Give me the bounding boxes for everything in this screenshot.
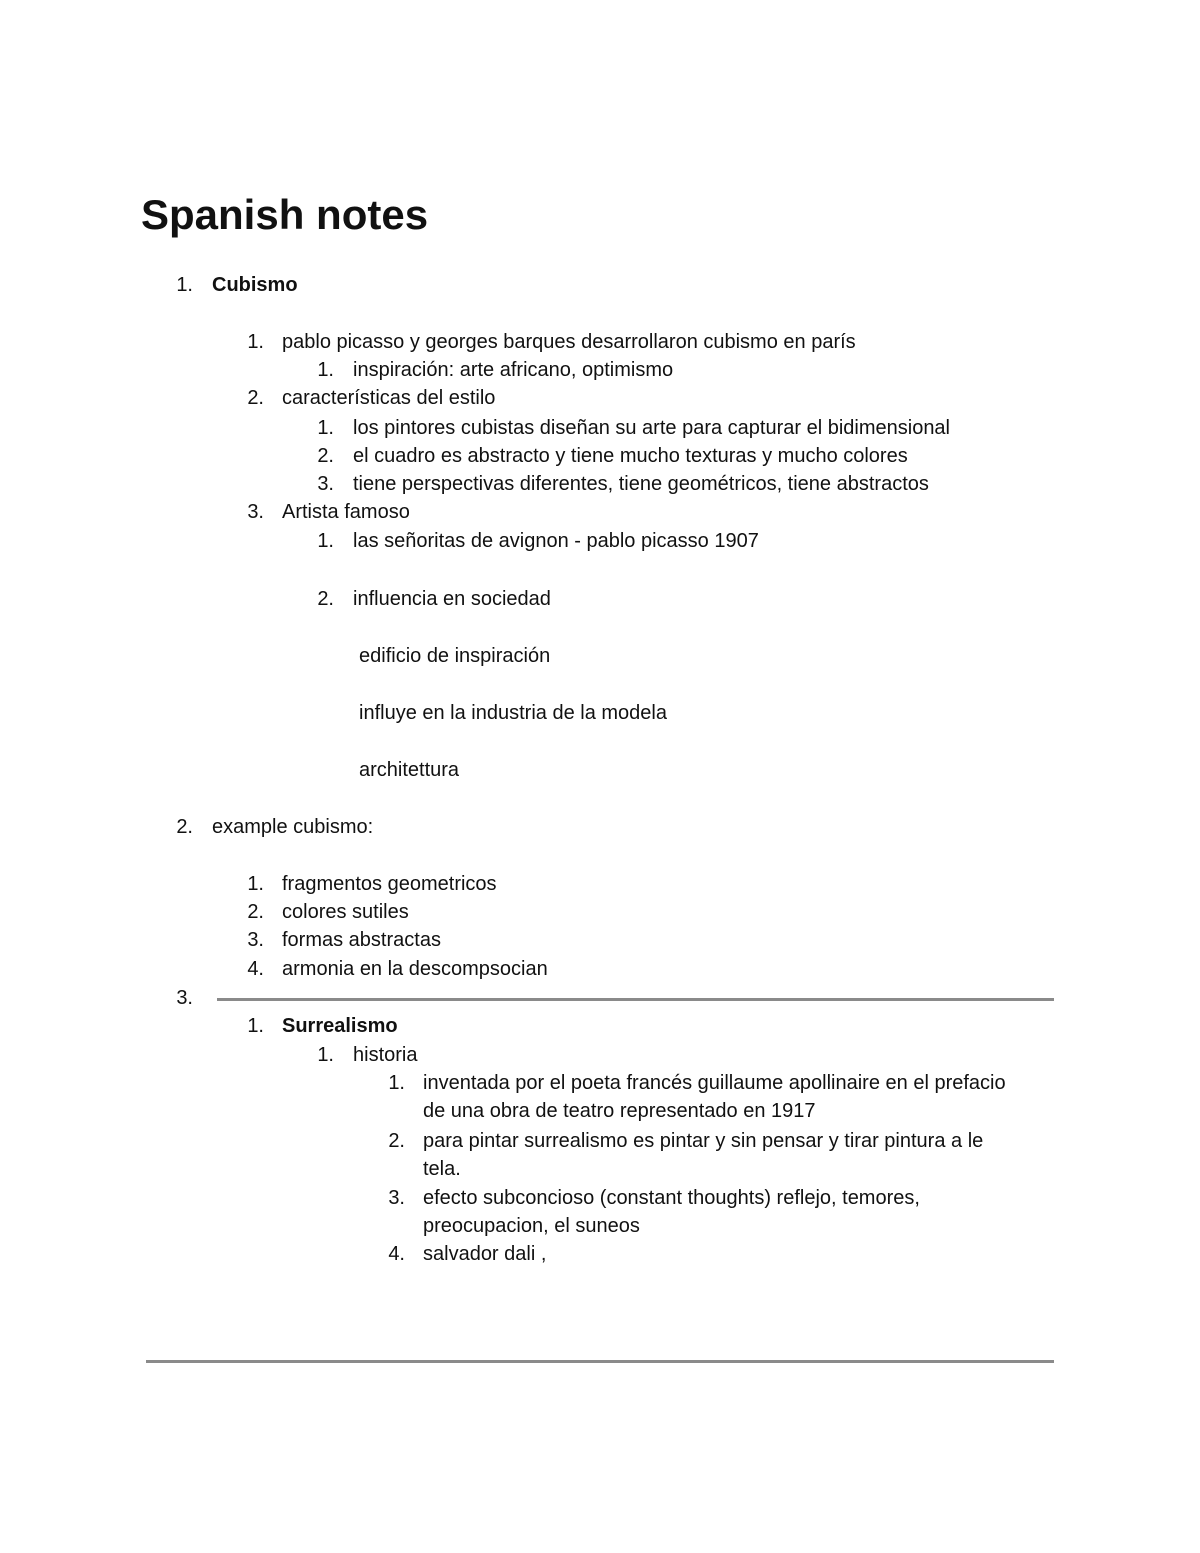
list-item-text: salvador dali , <box>423 1243 547 1265</box>
list-number: 3. <box>247 501 264 523</box>
list-number: 2. <box>317 588 334 610</box>
list-item <box>0 497 1200 527</box>
list-item <box>0 1011 1200 1041</box>
list-item-text: el cuadro es abstracto y tiene mucho texturas y mucho colores <box>353 445 908 467</box>
section-heading: Surrealismo <box>282 1015 398 1037</box>
list-number: 1. <box>247 873 264 895</box>
list-item-continuation <box>0 1211 1200 1241</box>
list-number: 2. <box>317 445 334 467</box>
list-item-text: para pintar surrealismo es pintar y sin pensar y tirar pintura a le <box>423 1130 984 1152</box>
note-line <box>0 641 1200 671</box>
list-item-text: los pintores cubistas diseñan su arte para capturar el bidimensional <box>353 417 951 439</box>
list-item <box>0 584 1200 614</box>
list-item <box>0 441 1200 471</box>
list-number: 1. <box>176 274 193 296</box>
list-item <box>0 1040 1200 1070</box>
note-text: edificio de inspiración <box>359 645 551 667</box>
list-item <box>0 897 1200 927</box>
list-item-text: preocupacion, el suneos <box>423 1215 640 1237</box>
list-item-text: las señoritas de avignon - pablo picasso 1907 <box>353 530 759 552</box>
list-item <box>0 812 1200 842</box>
list-number: 2. <box>176 816 193 838</box>
list-number: 3. <box>247 929 264 951</box>
list-number: 4. <box>247 958 264 980</box>
list-item <box>0 869 1200 899</box>
list-item-text: pablo picasso y georges barques desarrollaron cubismo en parís <box>282 331 856 353</box>
list-number: 2. <box>247 387 264 409</box>
list-item <box>0 327 1200 357</box>
list-item-text: formas abstractas <box>282 929 441 951</box>
list-item-text: inspiración: arte africano, optimismo <box>353 359 674 381</box>
list-item <box>0 954 1200 984</box>
list-number: 3. <box>176 987 193 1009</box>
list-item <box>0 925 1200 955</box>
horizontal-rule <box>146 1360 1054 1363</box>
list-item <box>0 1126 1200 1156</box>
list-item-continuation <box>0 1096 1200 1126</box>
list-item-text: características del estilo <box>282 387 496 409</box>
list-item <box>0 1239 1200 1269</box>
list-number: 1. <box>317 359 334 381</box>
note-line <box>0 698 1200 728</box>
list-item-text: Artista famoso <box>282 501 410 523</box>
list-item-text: tiene perspectivas diferentes, tiene geométricos, tiene abstractos <box>353 473 929 495</box>
list-number: 2. <box>388 1130 405 1152</box>
list-item-text: armonia en la descompsocian <box>282 958 548 980</box>
list-number: 1. <box>388 1072 405 1094</box>
list-item-text: colores sutiles <box>282 901 409 923</box>
list-item-text: influencia en sociedad <box>353 588 551 610</box>
horizontal-rule <box>217 998 1054 1001</box>
section-heading: Cubismo <box>212 274 298 296</box>
list-item-continuation <box>0 1154 1200 1184</box>
list-number: 4. <box>388 1243 405 1265</box>
list-item-text: historia <box>353 1044 418 1066</box>
list-item <box>0 413 1200 443</box>
list-number: 1. <box>317 417 334 439</box>
list-item <box>0 1183 1200 1213</box>
list-item-text: tela. <box>423 1158 461 1180</box>
list-item <box>0 270 1200 300</box>
list-number: 1. <box>317 530 334 552</box>
note-line <box>0 755 1200 785</box>
list-item-text: efecto subconcioso (constant thoughts) reflejo, temores, <box>423 1187 920 1209</box>
list-item-text: de una obra de teatro representado en 1917 <box>423 1100 816 1122</box>
list-number: 1. <box>247 331 264 353</box>
list-item <box>0 355 1200 385</box>
list-number: 3. <box>317 473 334 495</box>
list-item <box>0 469 1200 499</box>
list-item <box>0 1068 1200 1098</box>
list-number: 3. <box>388 1187 405 1209</box>
list-item <box>0 383 1200 413</box>
note-text: influye en la industria de la modela <box>359 702 667 724</box>
section-heading: example cubismo: <box>212 816 374 838</box>
list-item-text: fragmentos geometricos <box>282 873 497 895</box>
list-item-text: inventada por el poeta francés guillaume apollinaire en el prefacio <box>423 1072 1006 1094</box>
list-item <box>0 526 1200 556</box>
list-number: 1. <box>247 1015 264 1037</box>
list-number: 2. <box>247 901 264 923</box>
list-number: 1. <box>317 1044 334 1066</box>
page-title: Spanish notes <box>141 191 429 238</box>
note-text: architettura <box>359 759 460 781</box>
